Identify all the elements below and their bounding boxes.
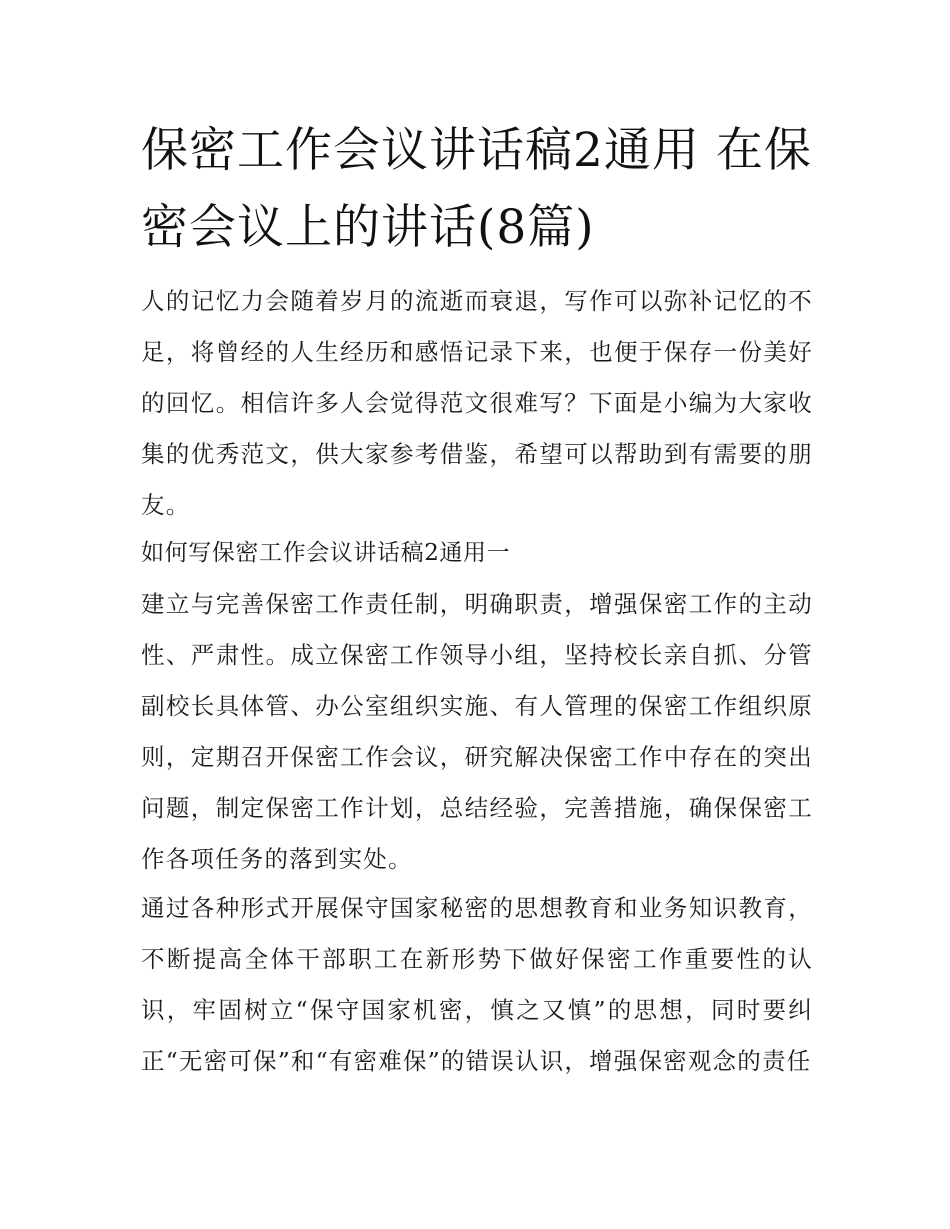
section-subheading: 如何写保密工作会议讲话稿2通用一 xyxy=(141,540,511,566)
body-paragraph: 建立与完善保密工作责任制，明确职责，增强保密工作的主动性、严肃性。成立保密工作领导小组，坚持校长亲自抓、分管副校长具体管、办公室组织实施、有人管理的保密工作组织原则，定期召开保密工作会议，研究解决保密工作中存在的突出问题，制定保密工作计划，总结经验，完善措施，确保保密工作各项任务的落到实处。 xyxy=(141,590,813,873)
document-title: 保密工作会议讲话稿2通用 在保密会议上的讲话(8篇) xyxy=(141,123,812,255)
intro-paragraph: 人的记忆力会随着岁月的流逝而衰退，写作可以弥补记忆的不足，将曾经的人生经历和感悟记录下来，也便于保存一份美好的回忆。相信许多人会觉得范文很难写？下面是小编为大家收集的优秀范文，供大家参考借鉴，希望可以帮助到有需要的朋友。 xyxy=(141,287,813,519)
body-paragraph: 通过各种形式开展保守国家秘密的思想教育和业务知识教育，不断提高全体干部职工在新形势下做好保密工作重要性的认识，牢固树立“保守国家机密，慎之又慎”的思想，同时要纠正“无密可保”和“有密难保”的错误认识，增强保密观念的责任 xyxy=(141,894,813,1075)
